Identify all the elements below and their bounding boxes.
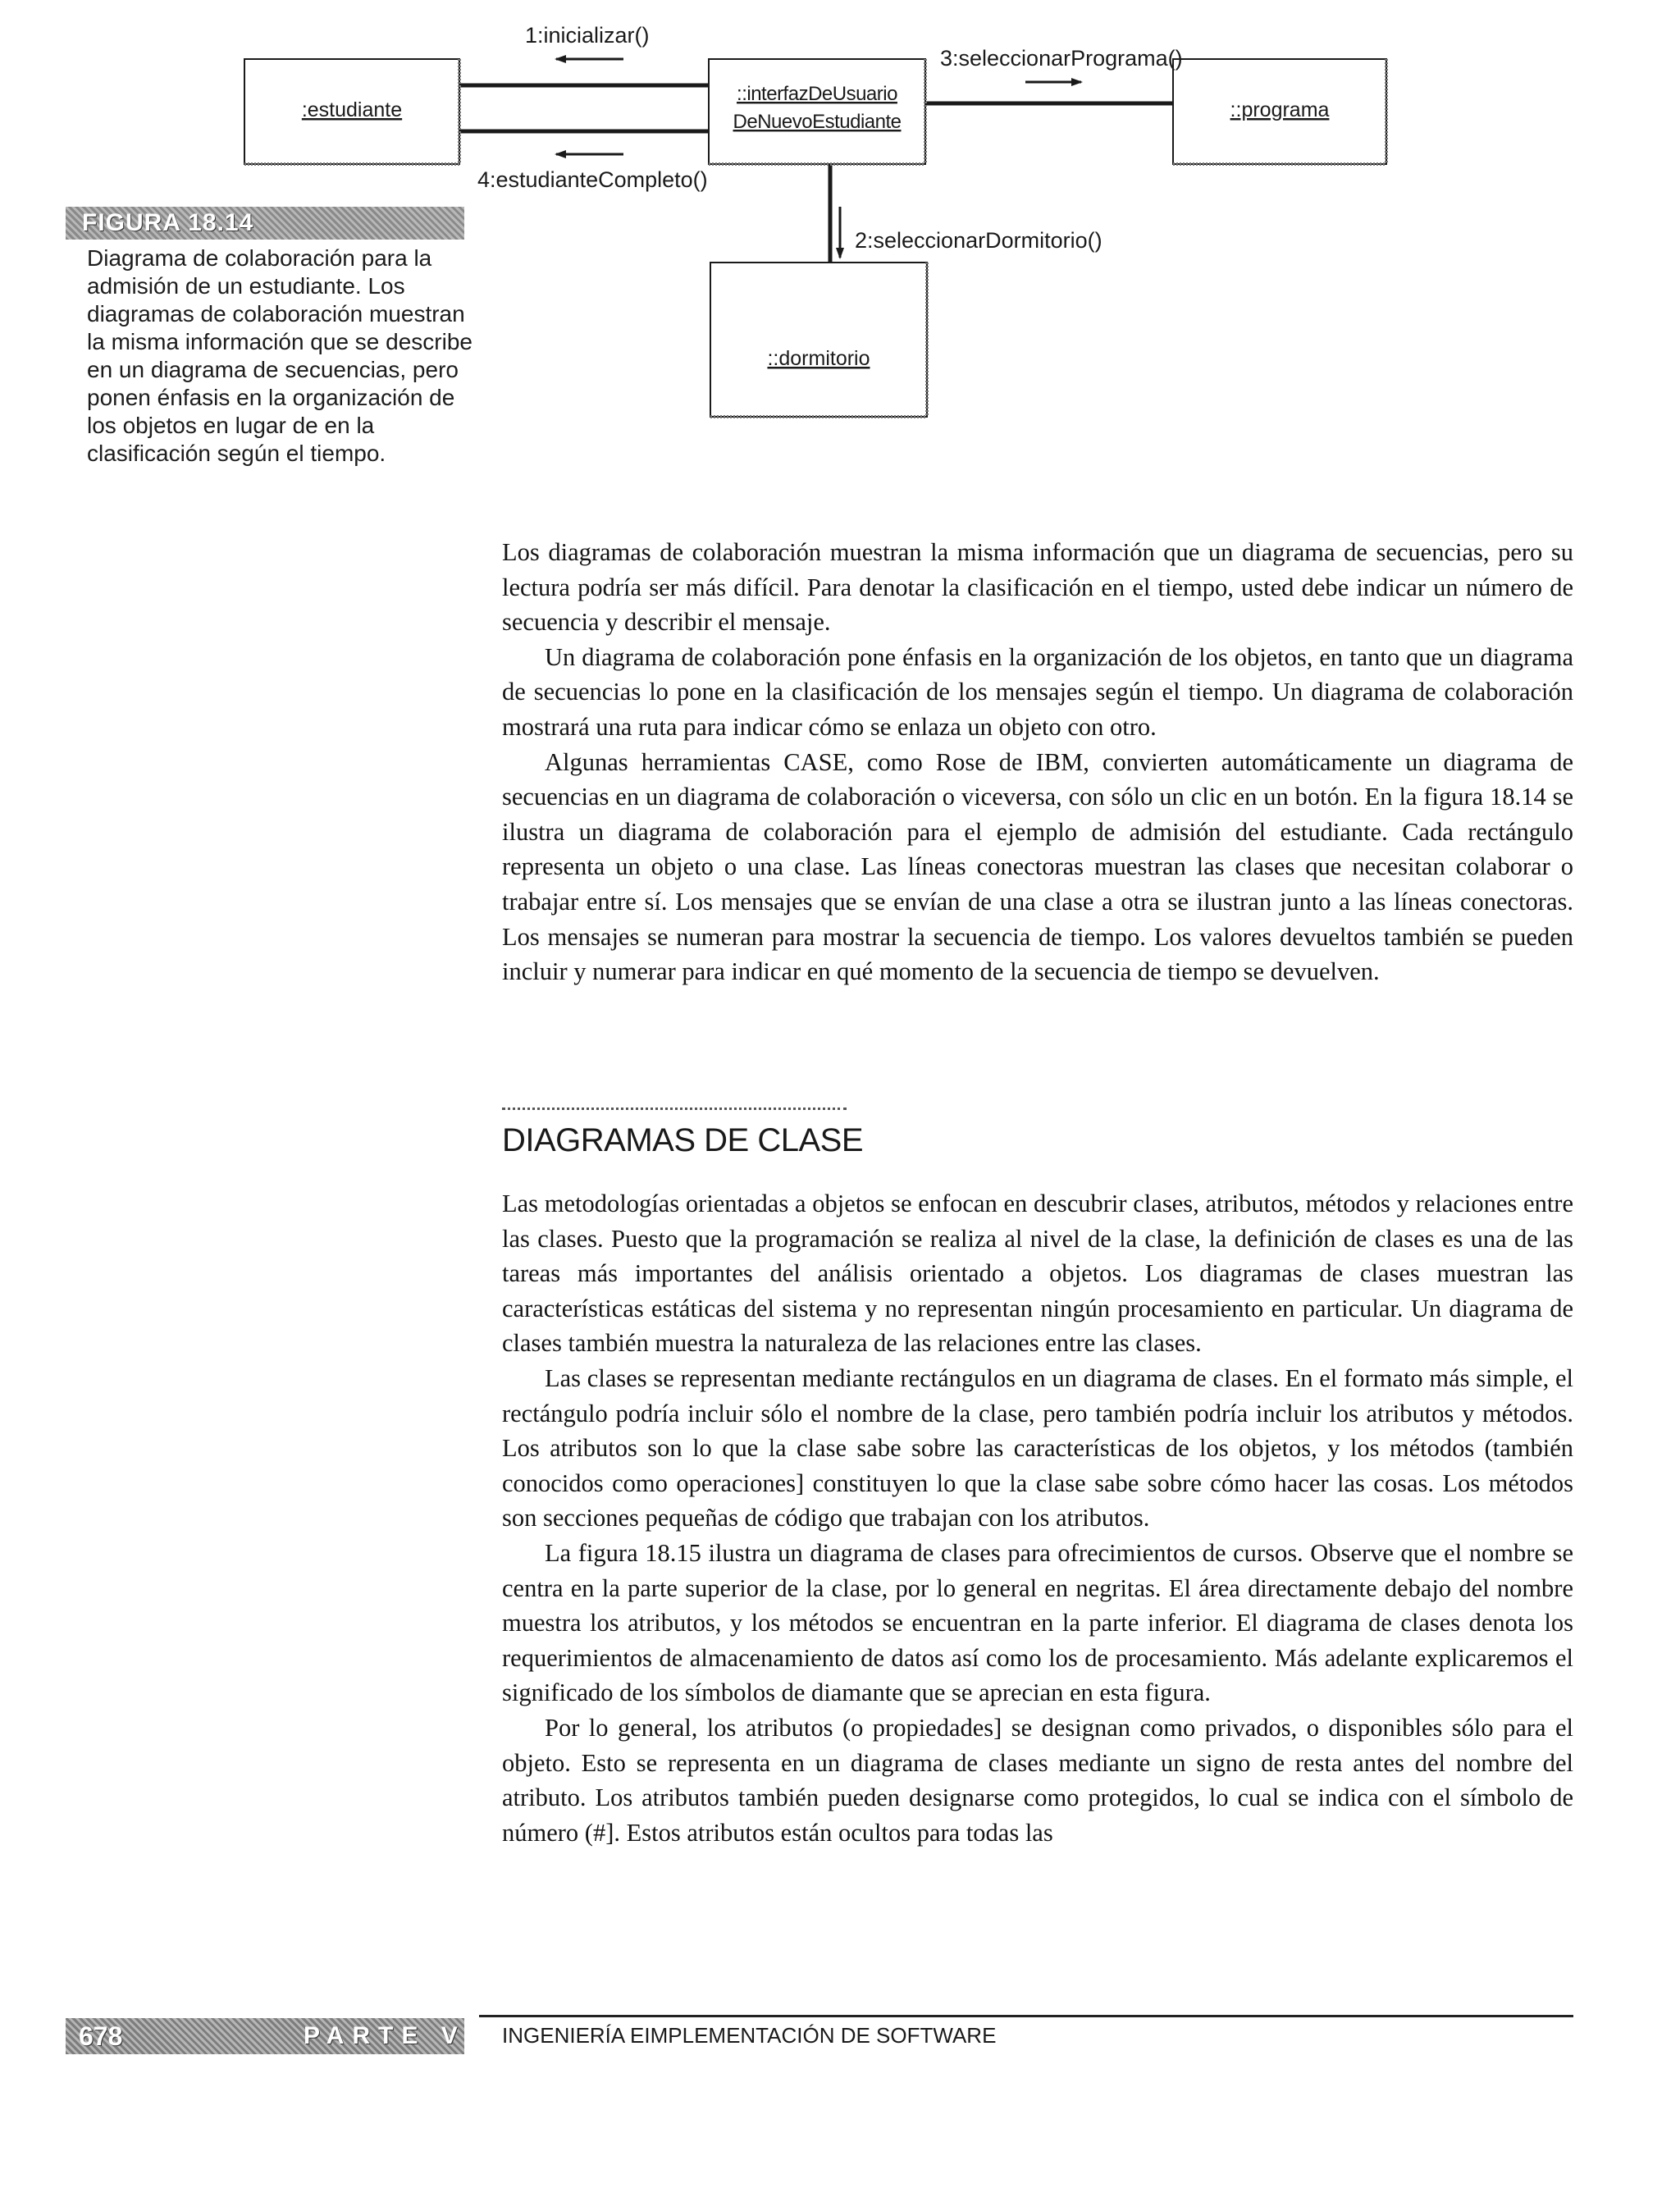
message-4-label: 4:estudianteCompleto()	[477, 167, 708, 192]
connector-estudiante-interfaz	[459, 85, 709, 131]
paragraph: La figura 18.15 ilustra un diagrama de clases para ofrecimientos de cursos. Observe que el nombre se centra en la parte superior de la clase, por lo general en negritas. El área directamente debajo del nombre muestra los atributos, y los métodos se encuentran en la parte inferior. El diagrama de clases denota los requerimientos de almacenamiento de datos así como los de procesamiento. Más adelante explicaremos el significado de los símbolos de diamante que se aprecian en esta figura.	[502, 1538, 1573, 1707]
footer-rule	[479, 2015, 1573, 2017]
figure-label: FIGURA 18.14	[82, 209, 254, 236]
figure-caption: Diagrama de colaboración para la admisión de un estudiante. Los diagramas de colaboración muestran la misma información que se describe en un diagrama de secuencias, pero ponen énfasis en la organización de los objetos en lugar de en la clasificación según el tiempo.	[87, 245, 472, 466]
message-1	[525, 23, 650, 59]
body-text-top	[502, 535, 1573, 989]
message-2-label: 2:seleccionarDormitorio()	[855, 228, 1102, 253]
object-interfaz-usuario	[709, 59, 925, 164]
paragraph: Un diagrama de colaboración pone énfasis en la organización de los objetos, en tanto que un diagrama de secuencias lo pone en la clasificación de los mensajes según el tiempo. Un diagrama de colaboración mostrará una ruta para indicar cómo se enlaza un objeto con otro.	[502, 642, 1573, 741]
section-heading: DIAGRAMAS DE CLASE	[502, 1122, 864, 1158]
message-2	[840, 207, 1102, 258]
footer-title: INGENIERÍA EIMPLEMENTACIÓN DE SOFTWARE	[502, 2023, 997, 2048]
object-interfaz-label-line2: DeNuevoEstudiante	[733, 111, 902, 133]
object-programa	[1173, 59, 1386, 164]
object-estudiante	[244, 59, 459, 164]
object-estudiante-label: :estudiante	[301, 98, 403, 121]
paragraph: Algunas herramientas CASE, como Rose de IBM, convierten automáticamente un diagrama de secuencias en un diagrama de colaboración o viceversa, con sólo un clic en un botón. En la figura 18.14 se ilustra un diagrama de colaboración para el ejemplo de admisión del estudiante. Cada rectángulo representa un objeto o una clase. Las líneas conectoras muestran las clases que necesitan colaborar o trabajar entre sí. Los mensajes que se envían de una clase a otra se ilustran junto a las líneas conectoras. Los mensajes se numeran para mostrar la secuencia de tiempo. Los valores devueltos también se pueden incluir y numerar para indicar en qué momento de la secuencia de tiempo se devuelven.	[502, 747, 1573, 986]
body-text-section	[502, 1186, 1573, 1850]
message-4	[477, 154, 708, 192]
page-number: 678	[79, 2021, 123, 2051]
paragraph: Las clases se representan mediante rectángulos en un diagrama de clases. En el formato más simple, el rectángulo podría incluir sólo el nombre de la clase, pero también podría incluir los atributos y métodos. Los atributos son lo que la clase sabe sobre las características de los objetos, y los métodos (también conocidos como operaciones] constituyen lo que la clase sabe sobre cómo hacer las cosas. Los métodos son secciones pequeñas de código que trabajan con los atributos.	[502, 1363, 1573, 1532]
part-label: PARTE V	[304, 2022, 466, 2049]
object-programa-label: ::programa	[1230, 98, 1330, 121]
message-3	[940, 46, 1183, 82]
paragraph: Los diagramas de colaboración muestran la misma información que un diagrama de secuencias, pero su lectura podría ser más difícil. Para denotar la clasificación en el tiempo, usted debe indicar un número de secuencia y describir el mensaje.	[502, 538, 1573, 637]
paragraph: Las metodologías orientadas a objetos se enfocan en descubrir clases, atributos, métodos y relaciones entre las clases. Puesto que la programación se realiza al nivel de la clase, la definición de clases es una de las tareas más importantes del análisis orientado a objetos. Los diagramas de clases muestran las características estáticas del sistema y no representan ningún procesamiento en particular. Un diagrama de clases también muestra la naturaleza de las relaciones entre las clases.	[502, 1190, 1573, 1358]
message-1-label: 1:inicializar()	[525, 23, 650, 48]
object-dormitorio-label: ::dormitorio	[767, 347, 870, 370]
object-interfaz-label-line1: ::interfazDeUsuario	[737, 83, 897, 105]
message-3-label: 3:seleccionarPrograma()	[940, 46, 1183, 71]
object-dormitorio	[710, 263, 927, 417]
heading-rule	[502, 1108, 847, 1110]
paragraph: Por lo general, los atributos (o propiedades] se designan como privados, o disponibles sólo para el objeto. Esto se representa en un diagrama de clases mediante un signo de resta antes del nombre del atributo. Los atributos también pueden designarse como protegidos, lo cual se indica con el símbolo de número (#]. Estos atributos están ocultos para todas las	[502, 1713, 1573, 1847]
